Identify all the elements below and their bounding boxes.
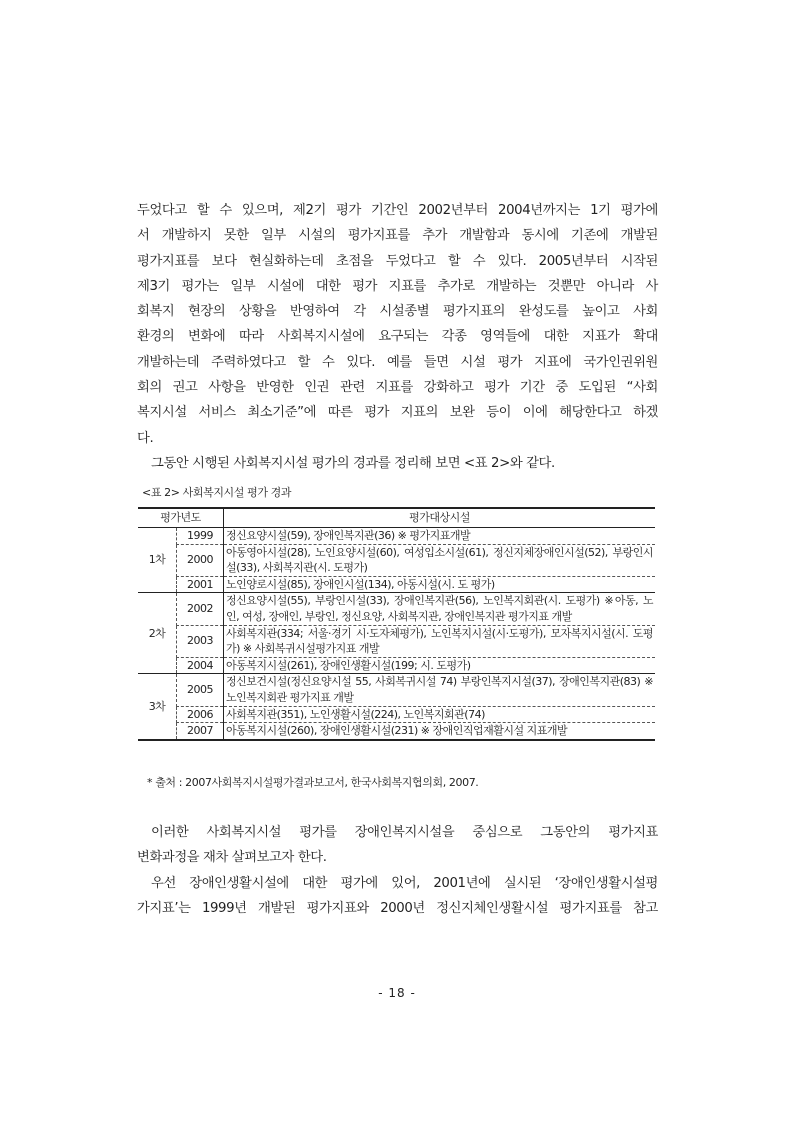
phase-label: 2차 (138, 593, 177, 674)
year-cell: 1999 (177, 528, 224, 545)
phase-label: 1차 (138, 528, 177, 593)
text-line: 복지시설 서비스 최소기준”에 따른 평가 지표의 보완 등이 이에 해당한다고 하겠 (137, 405, 658, 421)
facility-cell: 아동복지시설(260), 장애인생활시설(231) ※ 장애인직업재활시설 지표개발 (224, 723, 656, 740)
text-line: 회복지 현장의 상황을 반영하여 각 시설종별 평가지표의 완성도를 높이고 사회 (137, 304, 658, 320)
text-line: 개발하는데 주력하였다고 할 수 있다. 예를 들면 시설 평가 지표에 국가인권위원 (137, 354, 658, 370)
table-row (138, 625, 655, 657)
text-line: 우선 장애인생활시설에 대한 평가에 있어, 2001년에 실시된 ‘장애인생활시설평 (151, 875, 658, 891)
year-cell: 2004 (177, 657, 224, 674)
text-line: 변화과정을 재차 살펴보고자 한다. (137, 850, 327, 866)
text-line: 두었다고 할 수 있으며, 제2기 평가 기간인 2002년부터 2004년까지는 1기 평가에 (137, 203, 658, 218)
facility-cell: 사회복지관(334; 서울·경기 시·도자체평가), 노인복지시설(시·도평가), 모자복지시설(시. 도평가) ※ 사회복귀시설평가지표 개발 (224, 625, 656, 657)
text-line: 환경의 변화에 따라 사회복지시설에 요구되는 각종 영역들에 대한 지표가 확대 (137, 329, 658, 345)
table-row (138, 657, 655, 674)
text-line: 회의 권고 사항을 반영한 인권 관련 지표를 강화하고 평가 기간 중 도입된 “사회 (137, 380, 658, 396)
facility-cell: 정신요양시설(55), 부랑인시설(33), 장애인복지관(56), 노인복지회관(시. 도평가) ※아동, 노인, 여성, 장애인, 부랑인, 정신요양, 사회복지관, 장애인복지관 평가지표 개발 (224, 593, 656, 625)
table-row (138, 723, 655, 740)
table-caption: <표 2> 사회복지시설 평가 경과 (142, 486, 292, 499)
facility-cell: 사회복지관(351), 노인생활시설(224), 노인복지회관(74) (224, 706, 656, 723)
evaluation-history-table (138, 507, 655, 741)
facility-cell: 정신보건시설(정신요양시설 55, 사회복귀시설 74) 부랑인복지시설(37), 장애인복지관(83) ※ 노인복지회관 평가지표 개발 (224, 674, 656, 706)
year-cell: 2000 (177, 544, 224, 576)
text-line: 가지표’는 1999년 개발된 평가지표와 2000년 정신지체인생활시설 평가지표를 참고 (137, 900, 658, 916)
phase-label: 3차 (138, 674, 177, 740)
year-cell: 2003 (177, 625, 224, 657)
text-line: 평가지표를 보다 현실화하는데 초점을 두었다고 할 수 있다. 2005년부터 시작된 (137, 253, 658, 269)
table-row (138, 706, 655, 723)
year-cell: 2006 (177, 706, 224, 723)
text-line: 이러한 사회복지시설 평가를 장애인복지시설을 중심으로 그동안의 평가지표 (151, 825, 658, 840)
facility-cell: 노인양로시설(85), 장애인시설(134), 아동시설(시. 도 평가) (224, 576, 656, 593)
text-line: 서 개발하지 못한 일부 시설의 평가지표를 추가 개발함과 동시에 기존에 개발된 (137, 228, 658, 244)
table-row (138, 528, 655, 545)
facility-cell: 아동영아시설(28), 노인요양시설(60), 여성입소시설(61), 정신지체장애인시설(52), 부랑인시설(33), 사회복지관(시. 도평가) (224, 544, 656, 576)
header-facilities: 평가대상시설 (224, 508, 656, 528)
table-header-row (138, 508, 655, 528)
header-year: 평가년도 (138, 508, 224, 528)
table-row (138, 593, 655, 625)
text-line: 다. (137, 430, 154, 446)
facility-cell: 아동복지시설(261), 장애인생활시설(199; 시. 도평가) (224, 657, 656, 674)
page-number: - 18 - (378, 986, 416, 1000)
table-row (138, 576, 655, 593)
text-line: 제3기 평가는 일부 시설에 대한 평가 지표를 추가로 개발하는 것뿐만 아니라 사 (137, 278, 658, 294)
year-cell: 2007 (177, 723, 224, 740)
table-row (138, 674, 655, 706)
body-paragraph-2 (137, 820, 658, 921)
table-source-note: * 출처 : 2007사회복지시설평가결과보고서, 한국사회복지협의회, 2007. (147, 776, 479, 789)
table-row (138, 544, 655, 576)
body-paragraph-1 (137, 198, 658, 476)
facility-cell: 정신요양시설(59), 장애인복지관(36) ※ 평가지표개발 (224, 528, 656, 545)
year-cell: 2001 (177, 576, 224, 593)
year-cell: 2002 (177, 593, 224, 625)
year-cell: 2005 (177, 674, 224, 706)
text-line: 그동안 시행된 사회복지시설 평가의 경과를 정리해 보면 <표 2>와 같다. (151, 455, 555, 471)
